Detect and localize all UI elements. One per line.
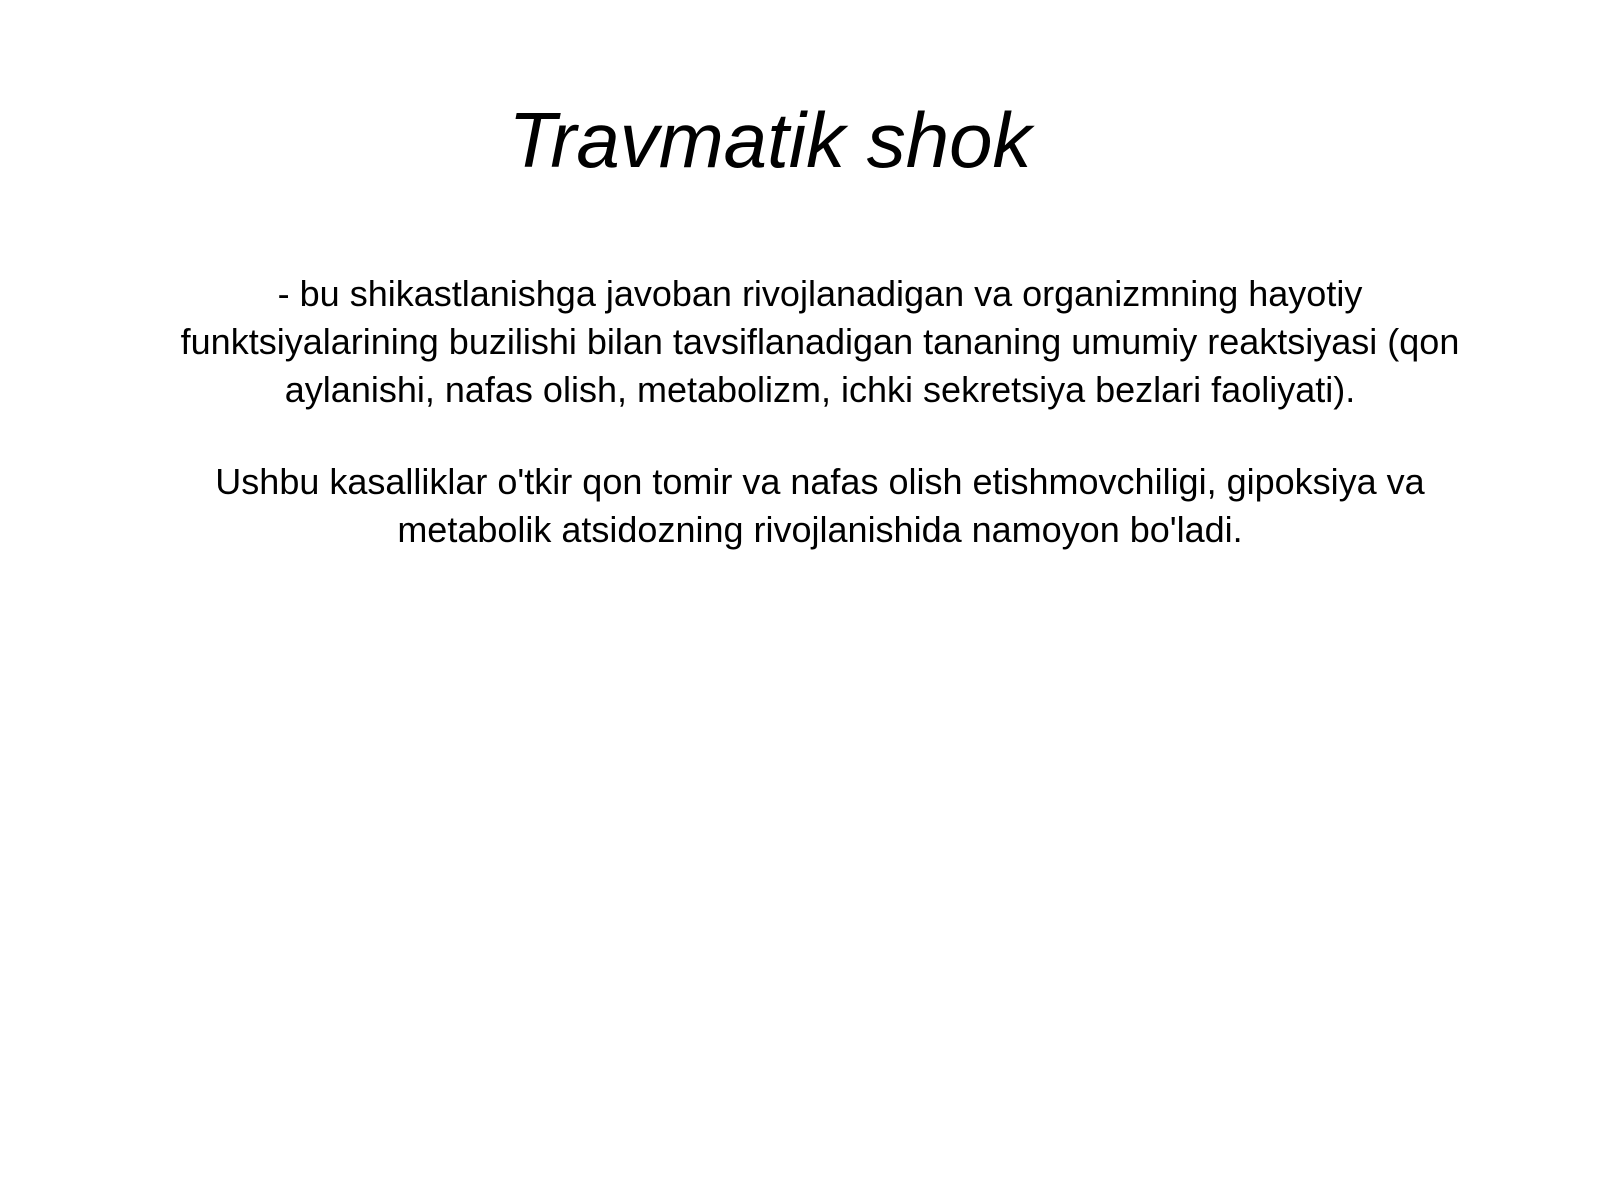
definition-line: funktsiyalarining buzilishi bilan tavsiflanadigan tananing umumiy reaktsiyasi (qon — [180, 321, 1460, 362]
slide-title: Travmatik shok — [508, 96, 1032, 184]
manifestation-paragraph — [90, 458, 1550, 554]
definition-line: - bu shikastlanishga javoban rivojlanadigan va organizmning hayotiy — [277, 273, 1363, 314]
definition-line: aylanishi, nafas olish, metabolizm, ichki sekretsiya bezlari faoliyati). — [284, 369, 1356, 410]
manifestation-line: Ushbu kasalliklar o'tkir qon tomir va nafas olish etishmovchiligi, gipoksiya va — [215, 461, 1425, 502]
definition-paragraph — [90, 270, 1550, 414]
manifestation-line: metabolik atsidozning rivojlanishida namoyon bo'ladi. — [397, 509, 1243, 550]
